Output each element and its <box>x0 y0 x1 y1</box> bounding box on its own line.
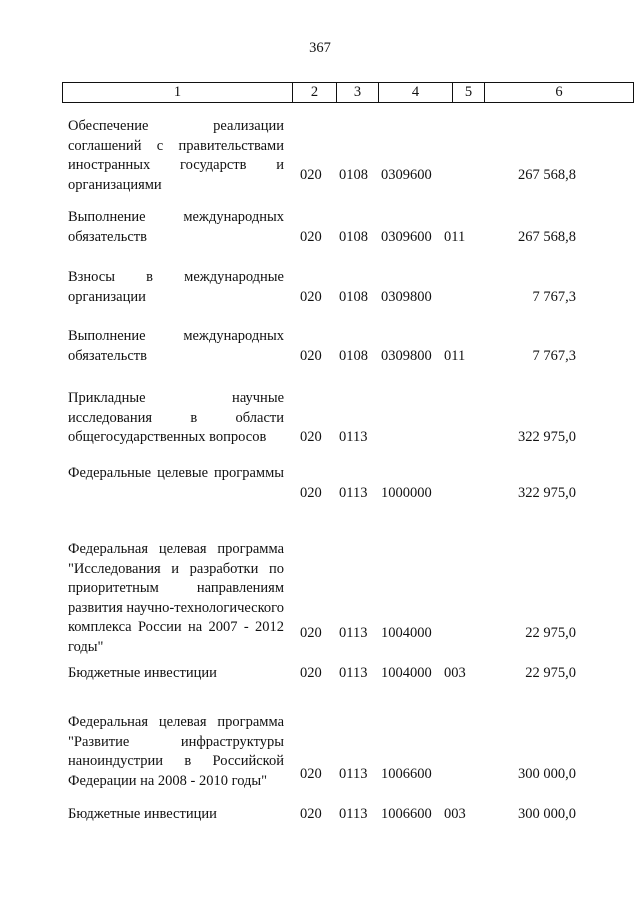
row-col-4: 0309600 <box>381 167 432 183</box>
row-col-3: 0113 <box>339 766 368 782</box>
row-col-5: 003 <box>444 665 466 681</box>
row-col-4: 1006600 <box>381 806 432 822</box>
row-description: Федеральная целевая программа "Исследования и разработки по приоритетным направлениям развития научно-технологического комплекса России на 2007 - 2012 годы" <box>68 541 285 655</box>
row-col-3: 0113 <box>339 485 368 501</box>
row-col-2: 020 <box>300 665 322 681</box>
row-col-4: 1004000 <box>381 665 432 681</box>
row-col-4: 1004000 <box>381 625 432 641</box>
row-description: Федеральные целевые программы <box>68 465 284 481</box>
row-col-4: 0309800 <box>381 289 432 305</box>
header-col-6: 6 <box>555 84 563 100</box>
row-col-4: 1000000 <box>381 485 432 501</box>
row-col-2: 020 <box>300 766 322 782</box>
row-description: Бюджетные инвестиции <box>68 806 217 822</box>
row-description: Прикладные научные исследования в области общегосударственных вопросов <box>68 390 284 445</box>
row-col-2: 020 <box>300 289 322 305</box>
row-col-2: 020 <box>300 167 322 183</box>
header-col-4: 4 <box>379 83 453 102</box>
row-col-3: 0108 <box>339 289 368 305</box>
row-col-4: 0309800 <box>381 348 432 364</box>
row-description: Выполнение международных обязательств <box>68 209 284 245</box>
row-description: Выполнение международных обязательств <box>68 328 284 364</box>
row-col-6: 22 975,0 <box>525 625 576 641</box>
row-col-3: 0108 <box>339 229 368 245</box>
row-col-3: 0108 <box>339 167 368 183</box>
row-col-2: 020 <box>300 806 322 822</box>
row-col-4: 1006600 <box>381 766 432 782</box>
row-col-6: 7 767,3 <box>532 289 576 305</box>
row-col-6: 267 568,8 <box>518 167 576 183</box>
row-col-6: 7 767,3 <box>532 348 576 364</box>
row-col-5: 011 <box>444 348 466 364</box>
row-col-6: 300 000,0 <box>518 806 576 822</box>
row-description: Бюджетные инвестиции <box>68 665 217 681</box>
row-col-6: 267 568,8 <box>518 229 576 245</box>
row-col-2: 020 <box>300 229 322 245</box>
row-col-6: 22 975,0 <box>525 665 576 681</box>
header-col-1: 1 <box>63 83 293 102</box>
row-col-2: 020 <box>300 429 322 445</box>
row-col-3: 0113 <box>339 625 368 641</box>
page-number: 367 <box>309 40 331 56</box>
row-col-3: 0113 <box>339 429 368 445</box>
row-col-2: 020 <box>300 625 322 641</box>
row-col-2: 020 <box>300 485 322 501</box>
header-col-5: 5 <box>453 83 485 102</box>
row-col-3: 0113 <box>339 665 368 681</box>
row-col-3: 0113 <box>339 806 368 822</box>
header-col-2: 2 <box>293 83 337 102</box>
row-col-5: 011 <box>444 229 466 245</box>
table-header <box>62 82 634 103</box>
row-description: Обеспечение реализации соглашений с правительствами иностранных государств и организациями <box>68 118 284 193</box>
row-col-2: 020 <box>300 348 322 364</box>
row-col-3: 0108 <box>339 348 368 364</box>
row-description: Взносы в международные организации <box>68 269 284 305</box>
row-description: Федеральная целевая программа "Развитие инфраструктуры наноиндустрии в Российской Федерации на 2008 - 2010 годы" <box>68 714 284 789</box>
row-col-6: 300 000,0 <box>518 766 576 782</box>
row-col-5: 003 <box>444 806 466 822</box>
row-col-4: 0309600 <box>381 229 432 245</box>
row-col-6: 322 975,0 <box>518 485 576 501</box>
row-col-6: 322 975,0 <box>518 429 576 445</box>
header-col-3: 3 <box>337 83 379 102</box>
